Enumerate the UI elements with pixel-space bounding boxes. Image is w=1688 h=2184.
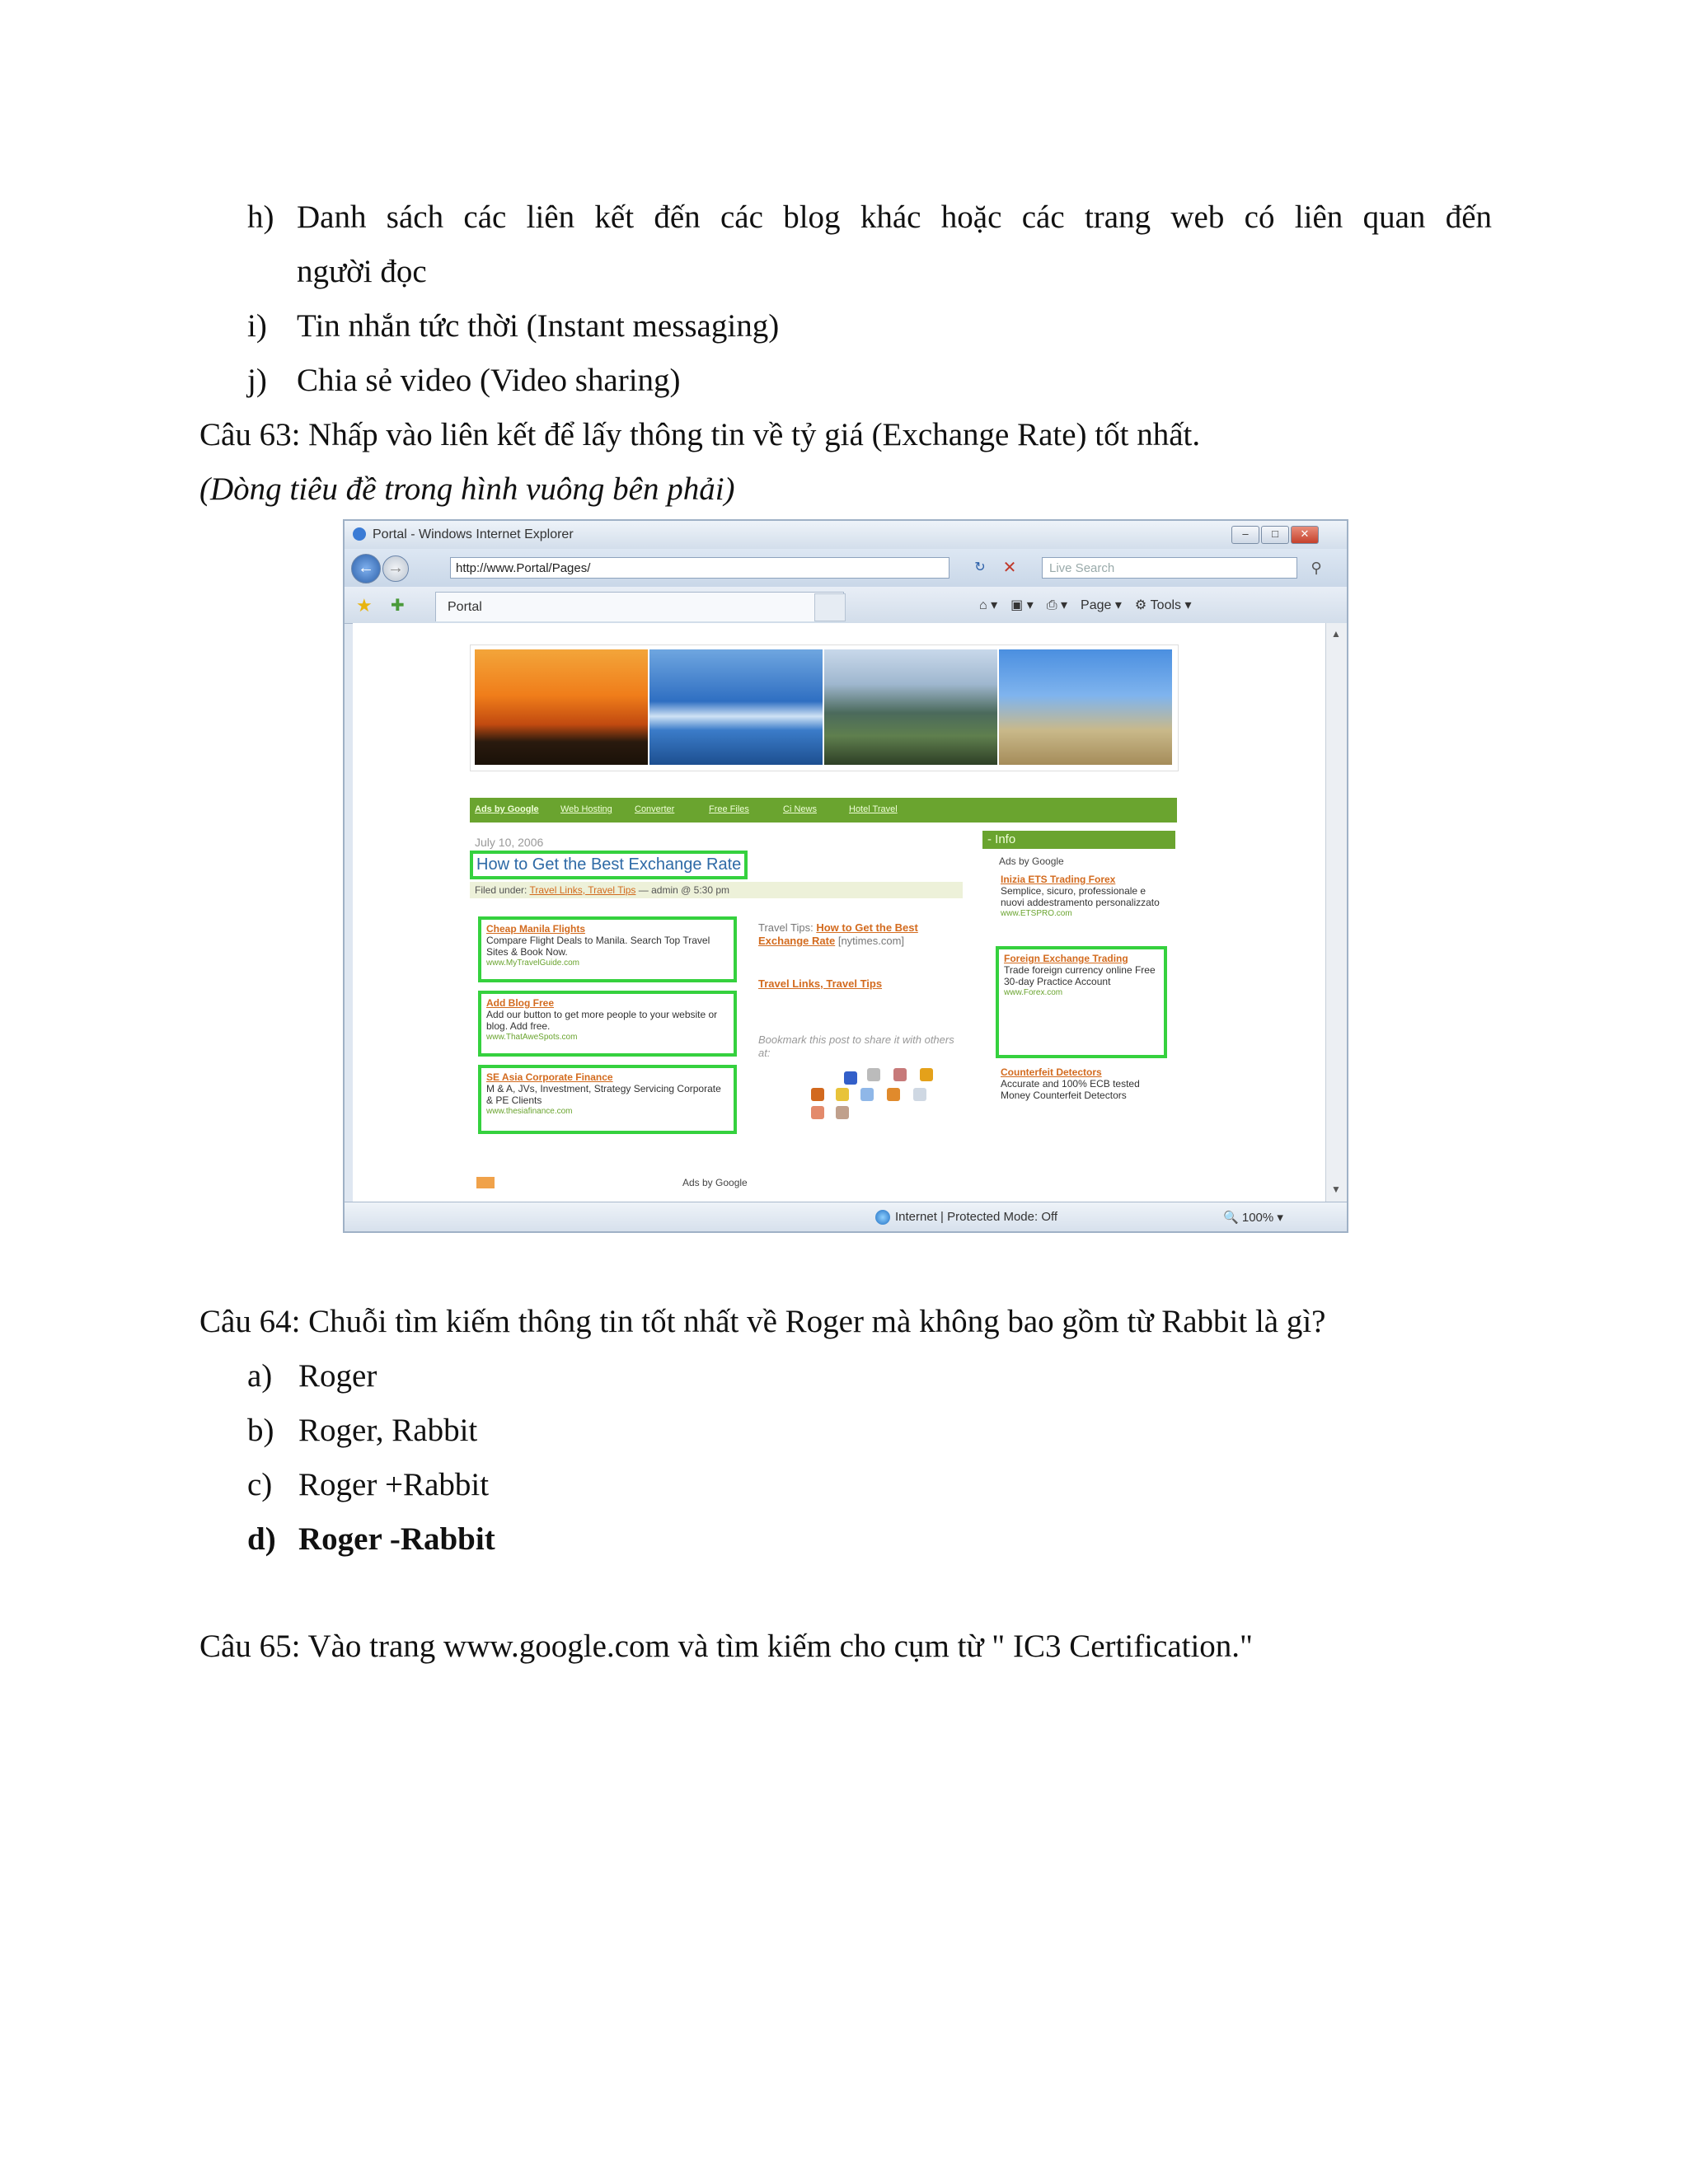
list-item-h-line2: người đọc <box>297 254 427 289</box>
question-63-hint: (Dòng tiêu đề trong hình vuông bên phải) <box>199 471 735 507</box>
bookmark-service-icon[interactable] <box>913 1088 926 1101</box>
ad-url[interactable]: www.MyTravelGuide.com <box>486 958 579 968</box>
search-input[interactable]: Live Search <box>1042 557 1297 579</box>
bookmark-service-icon[interactable] <box>811 1088 824 1101</box>
tools-menu[interactable]: ⚙ Tools ▾ <box>1134 598 1192 612</box>
option-d-correct: Roger -Rabbit <box>298 1521 495 1557</box>
ad-box[interactable] <box>478 991 737 1057</box>
option-c: Roger +Rabbit <box>298 1467 490 1502</box>
list-label-h: h) <box>247 199 274 235</box>
bookmark-service-icon[interactable] <box>887 1088 900 1101</box>
site-nav-bar <box>470 798 1177 823</box>
travel-links[interactable] <box>758 977 882 991</box>
globe-icon <box>875 1210 890 1225</box>
favorites-star-icon[interactable]: ★ <box>356 595 373 616</box>
question-63: Câu 63: Nhấp vào liên kết để lấy thông tin về tỷ giá (Exchange Rate) tốt nhất. <box>199 417 1201 452</box>
side-ad[interactable] <box>1001 874 1165 920</box>
home-icon[interactable]: ⌂ ▾ <box>979 598 998 612</box>
tab-portal[interactable]: Portal <box>435 592 844 621</box>
nav-link[interactable]: Converter <box>635 804 675 814</box>
ads-by-google-label[interactable]: Ads by Google <box>999 855 1064 867</box>
bookmark-service-icon[interactable] <box>844 1071 857 1085</box>
bookmark-text: Bookmark this post to share it with others at: <box>758 1033 954 1059</box>
ads-by-google-label[interactable]: Ads by Google <box>682 1177 748 1188</box>
bookmark-service-icon[interactable] <box>867 1068 880 1081</box>
travel-tips <box>758 921 956 948</box>
scroll-up-icon[interactable]: ▲ <box>1331 628 1341 640</box>
nav-link[interactable]: Hotel Travel <box>849 804 898 814</box>
window-title: Portal - Windows Internet Explorer <box>373 527 574 541</box>
header-photo-city <box>824 649 997 765</box>
url-input[interactable]: http://www.Portal/Pages/ <box>450 557 950 579</box>
side-ad-url[interactable]: www.Forex.com <box>1004 988 1063 997</box>
new-tab-button[interactable] <box>814 593 846 621</box>
option-label-c: c) <box>247 1467 273 1502</box>
filed-prefix: Filed under: <box>475 884 528 896</box>
side-ad-title[interactable]: Foreign Exchange Trading <box>1004 953 1128 964</box>
ad-body: M & A, JVs, Investment, Strategy Servicing Corporate & PE Clients <box>486 1083 721 1106</box>
header-photo-sea <box>649 649 823 765</box>
ie-logo-icon <box>353 527 366 541</box>
feeds-icon[interactable]: ▣ ▾ <box>1010 598 1034 612</box>
list-label-i: i) <box>247 308 267 344</box>
ad-box[interactable] <box>478 1065 737 1134</box>
bookmark-service-icon[interactable] <box>920 1068 933 1081</box>
nav-link[interactable]: Free Files <box>709 804 749 814</box>
bookmark-service-icon[interactable] <box>893 1068 907 1081</box>
option-label-a: a) <box>247 1358 273 1394</box>
list-item-i: Tin nhắn tức thời (Instant messaging) <box>297 308 780 344</box>
tab-bar <box>345 587 1347 624</box>
travel-tips-source: [nytimes.com] <box>837 935 905 947</box>
post-title-link[interactable]: How to Get the Best Exchange Rate <box>470 851 748 879</box>
zoom-control[interactable]: 🔍 100% ▾ <box>1223 1211 1283 1225</box>
status-zone-text: Internet | Protected Mode: Off <box>895 1210 1058 1224</box>
print-icon[interactable]: ⎙ ▾ <box>1046 598 1068 612</box>
bookmark-service-icon[interactable] <box>836 1088 849 1101</box>
browser-screenshot <box>343 519 1348 1233</box>
ad-title[interactable]: Cheap Manila Flights <box>486 923 586 935</box>
status-bar <box>345 1202 1347 1232</box>
list-item-h-line1: Danh sách các liên kết đến các blog khác hoặc các trang web có liên quan đến <box>297 199 1492 235</box>
refresh-icon[interactable]: ↻ <box>974 560 986 574</box>
side-ad[interactable] <box>1001 1066 1165 1101</box>
add-favorites-icon[interactable]: ✚ <box>391 597 405 615</box>
ad-title[interactable]: Add Blog Free <box>486 997 555 1009</box>
back-button[interactable]: ← <box>351 554 381 583</box>
page-viewport <box>353 623 1325 1202</box>
page-menu[interactable]: Page ▾ <box>1081 598 1122 612</box>
stop-icon[interactable]: ✕ <box>1002 559 1017 577</box>
post-meta <box>470 882 963 898</box>
list-item-j: Chia sẻ video (Video sharing) <box>297 363 681 398</box>
travel-tips-link[interactable]: How to Get the Best Exchange Rate <box>758 921 918 947</box>
travel-tips-prefix: Travel Tips: <box>758 921 814 934</box>
info-heading: - Info <box>982 831 1175 849</box>
ad-url[interactable]: www.thesiafinance.com <box>486 1107 573 1116</box>
side-ad-highlighted[interactable] <box>996 946 1167 1058</box>
question-64: Câu 64: Chuỗi tìm kiếm thông tin tốt nhất về Roger mà không bao gồm từ Rabbit là gì? <box>199 1304 1326 1339</box>
search-icon[interactable]: ⚲ <box>1311 560 1322 576</box>
scroll-down-icon[interactable]: ▼ <box>1331 1183 1341 1195</box>
side-ad-url[interactable]: www.ETSPRO.com <box>1001 909 1072 918</box>
nav-link[interactable]: Ci News <box>783 804 817 814</box>
side-ad-body: Semplice, sicuro, professionale e nuovi addestramento personalizzato <box>1001 885 1160 908</box>
forward-button[interactable]: → <box>382 555 409 582</box>
travel-links-text[interactable]: Travel Links, Travel Tips <box>758 977 883 990</box>
side-ad-title[interactable]: Inizia ETS Trading Forex <box>1001 874 1116 885</box>
address-bar <box>345 549 1347 587</box>
window-titlebar <box>345 521 1347 549</box>
filed-suffix: — admin @ 5:30 pm <box>638 884 730 896</box>
ad-body: Add our button to get more people to your website or blog. Add free. <box>486 1009 718 1032</box>
option-b: Roger, Rabbit <box>298 1413 478 1448</box>
nav-link[interactable]: Ads by Google <box>475 804 539 814</box>
ad-box[interactable] <box>478 916 737 982</box>
list-label-j: j) <box>247 363 267 398</box>
side-ad-body: Accurate and 100% ECB tested Money Counterfeit Detectors <box>1001 1078 1140 1101</box>
option-a: Roger <box>298 1358 377 1394</box>
zoom-level: 100% <box>1241 1211 1274 1225</box>
option-label-d: d) <box>247 1521 276 1557</box>
adchoices-icon[interactable] <box>476 1177 495 1188</box>
filed-links[interactable]: Travel Links, Travel Tips <box>529 884 636 896</box>
side-ad-body: Trade foreign currency online Free 30-day Practice Account <box>1004 964 1156 987</box>
header-photo-sunset <box>475 649 648 765</box>
side-ad-title[interactable]: Counterfeit Detectors <box>1001 1066 1102 1078</box>
option-label-b: b) <box>247 1413 274 1448</box>
bookmark-service-icon[interactable] <box>860 1088 874 1101</box>
bookmark-service-icon[interactable] <box>811 1106 824 1119</box>
bookmark-service-icon[interactable] <box>836 1106 849 1119</box>
header-photo-grass <box>999 649 1172 765</box>
close-button[interactable]: ✕ <box>1291 526 1319 544</box>
minimize-button[interactable]: – <box>1231 526 1259 544</box>
nav-link[interactable]: Web Hosting <box>560 804 612 814</box>
ad-url[interactable]: www.ThatAweSpots.com <box>486 1033 578 1042</box>
maximize-button[interactable]: □ <box>1261 526 1289 544</box>
ad-title[interactable]: SE Asia Corporate Finance <box>486 1071 613 1083</box>
ad-body: Compare Flight Deals to Manila. Search Top Travel Sites & Book Now. <box>486 935 710 958</box>
post-date: July 10, 2006 <box>475 836 544 849</box>
vertical-scrollbar[interactable] <box>1325 623 1348 1202</box>
question-65: Câu 65: Vào trang www.google.com và tìm kiếm cho cụm từ " IC3 Certification." <box>199 1629 1253 1664</box>
command-bar <box>979 597 1192 613</box>
